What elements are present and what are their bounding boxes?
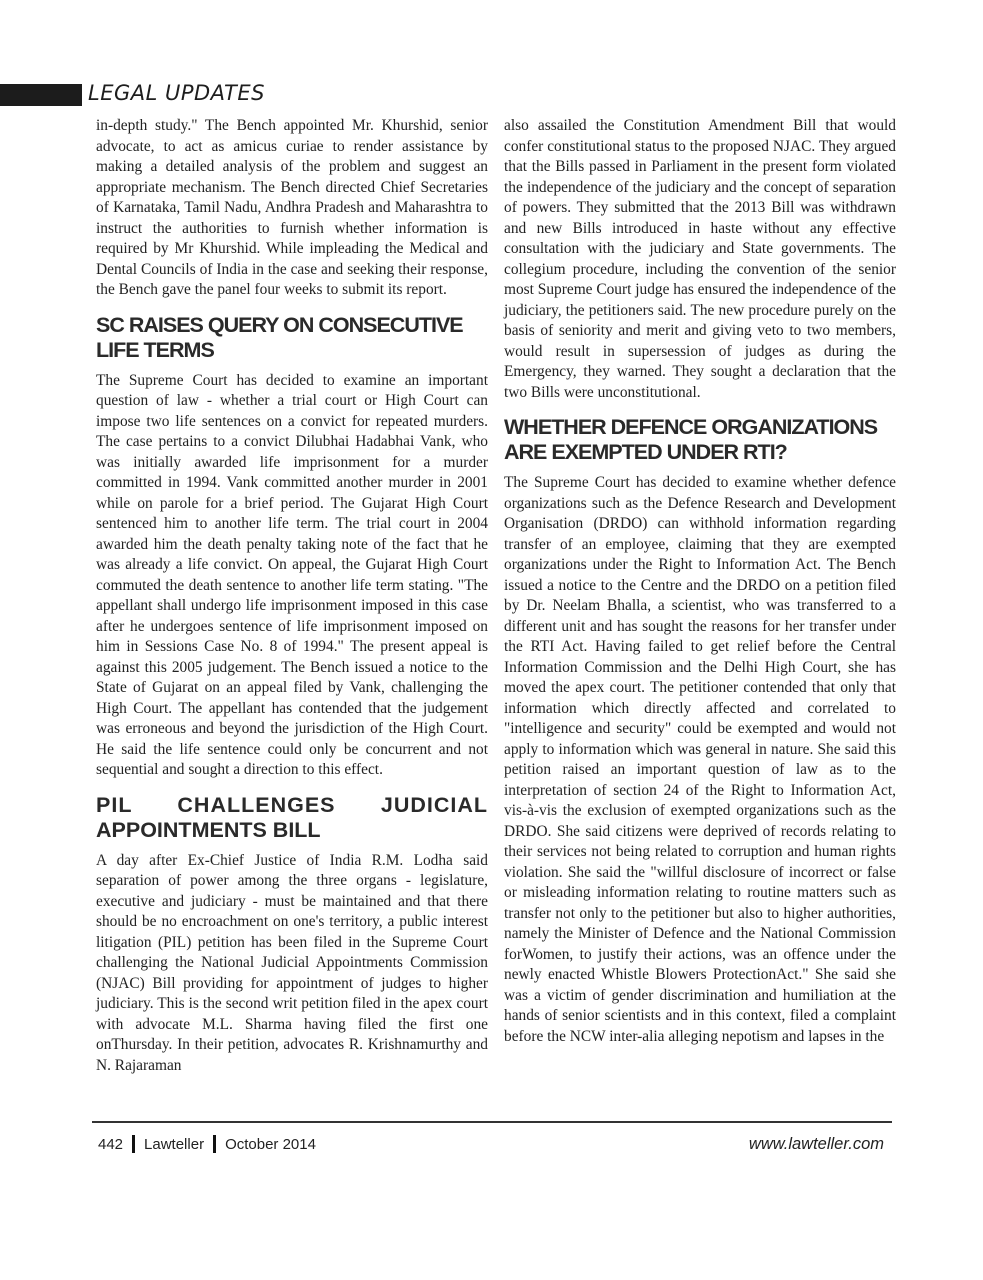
magazine-name: Lawteller: [144, 1135, 205, 1153]
section-label: LEGAL UPDATES: [88, 81, 265, 105]
website-link[interactable]: www.lawteller.com: [748, 1134, 884, 1153]
article-heading-defence-rti: WHETHER DEFENCE ORGANIZATIONS ARE EXEMPTED UNDER RTI?: [504, 415, 878, 464]
continuation-paragraph: also assailed the Constitution Amendment Bill that would confer constitutional status to the proposed NJAC. They argued that the Bills passed in Parliament in the present form violated the independence of the judiciary and the concept of separation of powers. They submitted that the 2013 Bill was withdrawn and new Bills introduced in haste without any effective consultation with the judiciary and State governments. The collegium procedure, including the convention of the senior most Supreme Court judge has ensured the independence of the judiciary, the petitioners said. The new procedure purely on the basis of seniority and merit and giving veto to two members, would result in supersession of judges as during the Emergency, they warned. They sought a declaration that the two Bills were unconstitutional.: [504, 117, 896, 401]
article-body-pil-njac: A day after Ex-Chief Justice of India R.M. Lodha said separation of power among the three organs - legislature, executive and judiciary - must be maintained and that there should be no encroachment on one's territory, a public interest litigation (PIL) petition has been filed in the Supreme Court challenging the National Judicial Appointments Commission (NJAC) Bill providing for appointment of judges to higher judiciary. This is the second writ petition filed in the apex court with advocate M.L. Sharma having filed the first one onThursday. In their petition, advocates R. Krishnamurthy and N. Rajaraman: [96, 851, 488, 1074]
intro-paragraph: in-depth study." The Bench appointed Mr. Khurshid, senior advocate, to act as amicus curiae to render assistance by making a detailed analysis of the problem and suggest an appropriate mechanism. The Bench directed Chief Secretaries of Karnataka, Tamil Nadu, Andhra Pradesh and Maharashtra to instruct the authorities to furnish whether information is required by Mr Khurshid. While impleading the Medical and Dental Councils of India in the case and seeking their response, the Bench gave the panel four weeks to submit its report.: [96, 117, 488, 298]
article-heading-consecutive-life-terms: SC RAISES QUERY ON CONSECUTIVE LIFE TERMS: [96, 312, 463, 362]
right-column: [504, 116, 896, 1047]
page-number: 442: [98, 1135, 124, 1153]
header-bar: [0, 84, 82, 106]
footer-separator: [132, 1135, 135, 1153]
header-rule: [82, 84, 85, 106]
heading-line: PIL CHALLENGES JUDICIAL: [96, 792, 488, 817]
article-body-defence-rti: The Supreme Court has decided to examine whether defence organizations such as the Defence Research and Development Organisation (DRDO) can withhold information regarding transfer of an employee, claiming that they are exempted organizations under the Right to Information Act. The Bench issued a notice to the Centre and the DRDO on a petition filed by Dr. Neelam Bhalla, a scientist, who was transferred to a different unit and has sought the reasons for her transfer under the RTI Act. Having failed to get relief before the Central Information Commission and the Delhi High Court, she has moved the apex court. The petitioner contended that only that information which directly affected and correlated to "intelligence and security" could be exempted and would not apply to information which was general in nature. She said this petition raised an important question of law as to the interpretation of section 24 of the Right to Information Act, vis-à-vis the exclusion of exempted organizations such as the DRDO. She said citizens were deprived of records relating to their services not being related to corruption and human rights violation. She said the "willful disclosure of incorrect or false or misleading information relating to routine matters such as transfer not only to the petitioner but also to higher authorities, namely the Minister of Defence and the National Commission forWomen, to justify their actions, was an offence under the newly enacted Whistle Blowers ProtectionAct." She said she was a victim of gender discrimination and humiliation at the hands of senior scientists and in this context, filed a complaint before the NCW inter-alia alleging nepotism and lapses in the: [504, 474, 896, 1045]
article-heading-pil-njac: [96, 793, 488, 843]
heading-line: APPOINTMENTS BILL: [96, 817, 321, 842]
left-column: [96, 116, 488, 1076]
article-body-consecutive-life-terms: The Supreme Court has decided to examine an important question of law - whether a trial court or High Court can impose two life sentences on a convict for repeated murders. The case pertains to a convict Dilubhai Hadabhai Vank, who was initially awarded life imprisonment for a murder committed in 1994. Vank committed another murder in 2001 while on parole for a brief period. The Gujarat High Court sentenced him to another life term. The trial court in 2004 awarded him the death penalty taking note of the fact that he was already a life convict. On appeal, the Gujarat High Court commuted the death sentence to another life term stating. "The appellant shall undergo life imprisonment imposed in this case after he undergoes sentence of life imprisonment imposed on him in Sessions Case No. 8 of 1994." The present appeal is against this 2005 judgement. The Bench issued a notice to the State of Gujarat on an appeal filed by Vank, challenging the High Court. The appellant has contended that the judgement was erroneous and beyond the jurisdiction of the High Court. He said the life sentence could only be concurrent and not sequential and sought a direction to this effect.: [96, 371, 488, 778]
footer-separator: [213, 1135, 216, 1153]
issue-date: October 2014: [225, 1135, 316, 1153]
footer-rule: [92, 1121, 892, 1123]
page-footer: [98, 1133, 884, 1155]
